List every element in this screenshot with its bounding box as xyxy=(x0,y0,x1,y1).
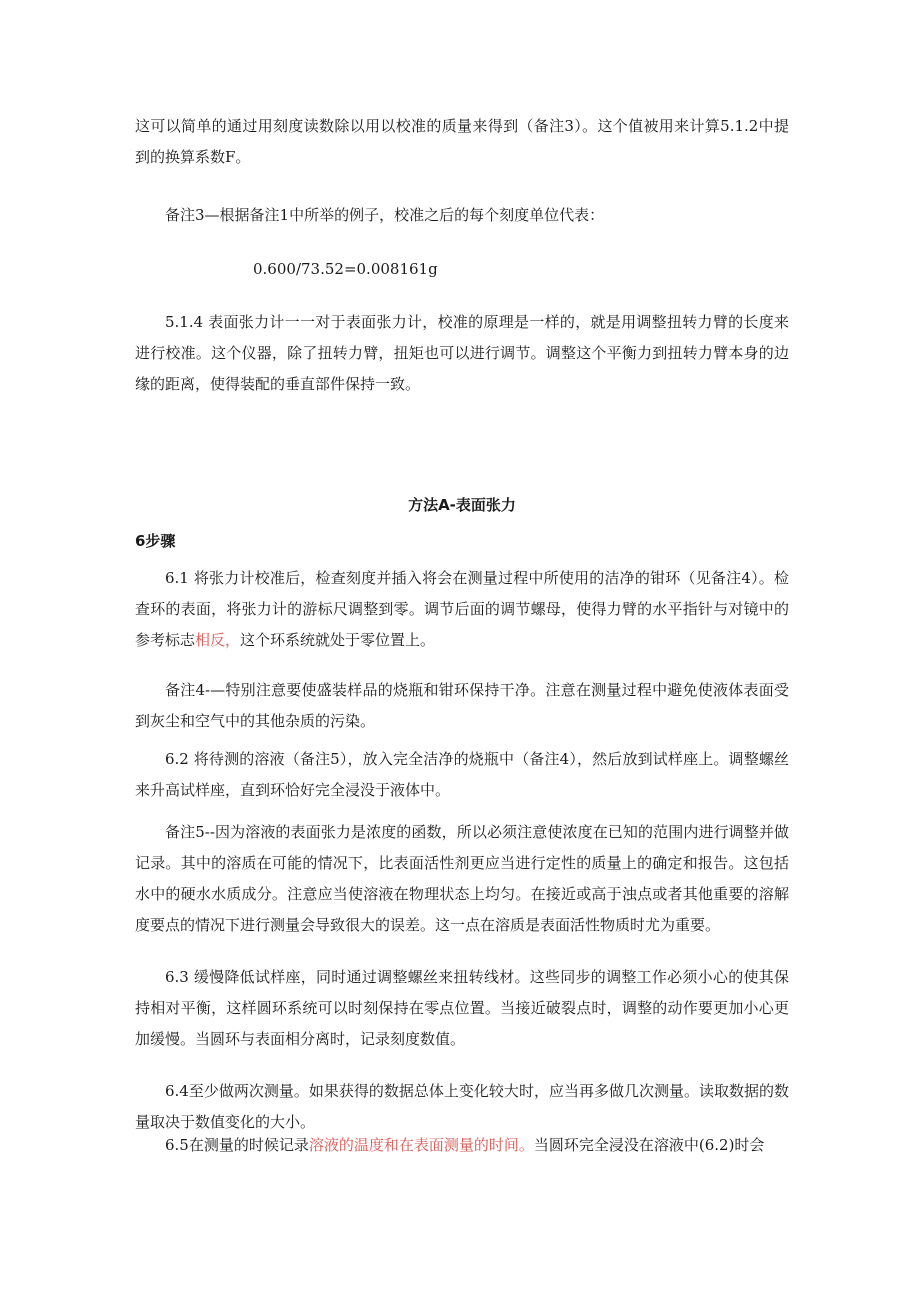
paragraph-6-1-text-b: 这个环系统就处于零位置上。 xyxy=(240,631,436,649)
paragraph-6-5-text-a: 6.5在测量的时候记录 xyxy=(165,1136,309,1154)
paragraph-6-4: 6.4至少做两次测量。如果获得的数据总体上变化较大时，应当再多做几次测量。读取数据的数量取决于数值变化的大小。 xyxy=(135,1082,789,1131)
paragraph-6-1 xyxy=(135,563,789,656)
section-6-title: 6步骤 xyxy=(135,532,176,550)
note-4: 备注4-—特别注意要使盛装样品的烧瓶和钳环保持干净。注意在测量过程中避免使液体表面受到灰尘和空气中的其他杂质的污染。 xyxy=(135,681,789,730)
paragraph-6-5-text-b: 当圆环完全浸没在溶液中(6.2)时会 xyxy=(533,1136,765,1154)
formula: 0.600/73.52=0.008161g xyxy=(253,260,438,278)
paragraph-5-1-4: 5.1.4 表面张力计一一对于表面张力计，校准的原理是一样的，就是用调整扭转力臂的长度来进行校准。这个仪器，除了扭转力臂，扭矩也可以进行调节。调整这个平衡力到扭转力臂本身的边缘的距离，使得装配的垂直部件保持一致。 xyxy=(135,313,789,393)
highlighted-text: 相反， xyxy=(195,631,241,649)
note-5: 备注5--因为溶液的表面张力是浓度的函数，所以必须注意使浓度在已知的范围内进行调整并做记录。其中的溶质在可能的情况下，比表面活性剂更应当进行定性的质量上的确定和报告。这包括水中的硬水水质成分。注意应当使溶液在物理状态上均匀。在接近或高于浊点或者其他重要的溶解度要点的情况下进行测量会导致很大的误差。这一点在溶质是表面活性物质时尤为重要。 xyxy=(135,823,789,934)
paragraph-6-5 xyxy=(135,1130,789,1161)
note-3: 备注3—根据备注1中所举的例子，校准之后的每个刻度单位代表： xyxy=(165,206,605,224)
highlighted-text: 溶液的温度和在表面测量的时间。 xyxy=(308,1136,534,1154)
paragraph-6-1-text-a: 6.1 将张力计校准后，检查刻度并插入将会在测量过程中所使用的洁净的钳环（见备注4）。检查环的表面，将张力计的游标尺调整到零。调节后面的调节螺母，使得力臂的水平指针与对镜中的参考标志 xyxy=(135,569,789,649)
paragraph-6-2: 6.2 将待测的溶液（备注5），放入完全洁净的烧瓶中（备注4），然后放到试样座上。调整螺丝来升高试样座，直到环恰好完全浸没于液体中。 xyxy=(135,750,789,799)
paragraph-6-3: 6.3 缓慢降低试样座，同时通过调整螺丝来扭转线材。这些同步的调整工作必须小心的使其保持相对平衡，这样圆环系统可以时刻保持在零点位置。当接近破裂点时，调整的动作要更加小心更加缓慢。当圆环与表面相分离时，记录刻度数值。 xyxy=(135,968,789,1048)
method-title: 方法A-表面张力 xyxy=(408,496,516,514)
paragraph-calibration-result: 这可以简单的通过用刻度读数除以用以校准的质量来得到（备注3）。这个值被用来计算5.1.2中提到的换算系数F。 xyxy=(135,117,789,166)
